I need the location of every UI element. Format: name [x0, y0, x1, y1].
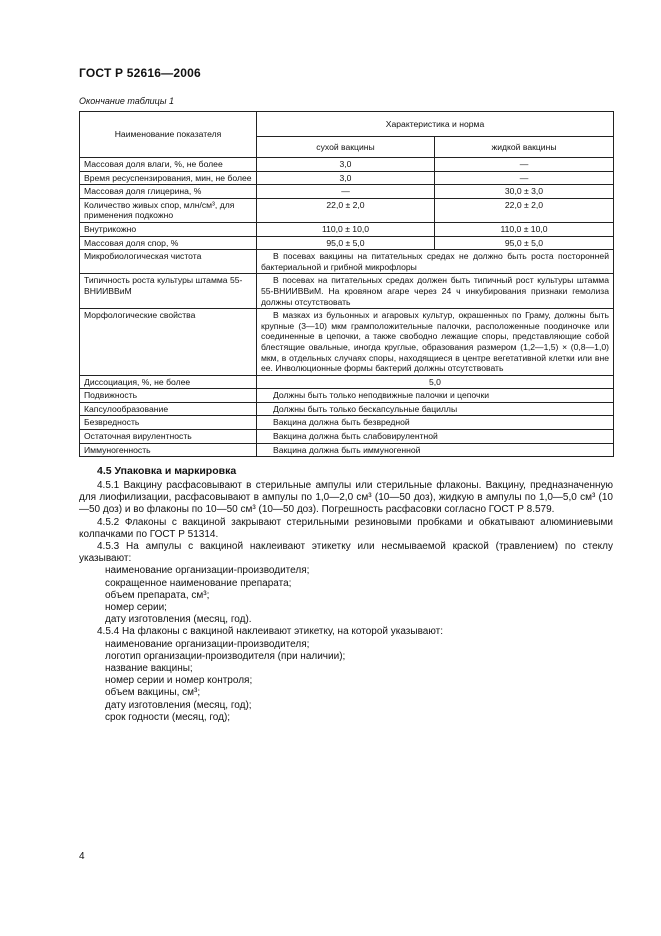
list-item: сокращенное наименование препарата; [105, 577, 292, 589]
row-dry-value: 3,0 [257, 171, 435, 185]
row-merged-value: Должны быть только неподвижные палочки и цепочки [257, 389, 614, 403]
table-row [80, 250, 614, 274]
row-name: Типичность роста культуры штамма 55-ВНИИВВиМ [80, 274, 257, 309]
list-4-5-4 [79, 639, 613, 724]
row-name: Морфологические свойства [80, 309, 257, 376]
table-row [80, 158, 614, 172]
table-row [80, 389, 614, 403]
row-merged-value: Вакцина должна быть слабовирулентной [257, 430, 614, 444]
table-row [80, 416, 614, 430]
row-liquid-value: 110,0 ± 10,0 [435, 222, 614, 236]
row-dry-value: 22,0 ± 2,0 [257, 198, 435, 222]
table-row [80, 443, 614, 457]
paragraph-4-5-1: 4.5.1 Вакцину расфасовывают в стерильные ампулы или стерильные флаконы. Вакцину, предназначенную для лиофилизации, расфасовывают в ампулы по 1,0—2,0 см³ (10—50 доз), жидкую в ампулы по 1,0—5,0 см³ (10—50 доз) и во флаконы по 10—50 см³ (10—50 доз). Погрешность расфасовки согласно ГОСТ Р 8.579. [79, 480, 613, 516]
column-header-liquid: жидкой вакцины [435, 137, 614, 158]
row-name: Массовая доля глицерина, % [80, 185, 257, 199]
row-merged-value: В посевах на питательных средах должен быть типичный рост культуры штамма 55-ВНИИВВиМ. На кровяном агаре через 24 ч инкубирования признаки гемолиза должны отсутствовать [257, 274, 614, 309]
table-row [80, 222, 614, 236]
row-merged-value: Должны быть только бескапсульные бациллы [257, 402, 614, 416]
standard-header: ГОСТ Р 52616—2006 [79, 66, 201, 80]
row-name: Безвредность [80, 416, 257, 430]
row-liquid-value: 30,0 ± 3,0 [435, 185, 614, 199]
table-row [80, 185, 614, 199]
column-header-name: Наименование показателя [80, 112, 257, 158]
row-name: Количество живых спор, млн/см³, для применения подкожно [80, 198, 257, 222]
table-row [80, 274, 614, 309]
row-dry-value: 3,0 [257, 158, 435, 172]
table-row [80, 309, 614, 376]
table-header-row [80, 112, 614, 137]
row-merged-value: Вакцина должна быть иммуногенной [257, 443, 614, 457]
row-name: Микробиологическая чистота [80, 250, 257, 274]
list-item: объем препарата, см³; [105, 589, 210, 601]
list-item: объем вакцины, см³; [105, 687, 201, 699]
table-row [80, 402, 614, 416]
row-name: Подвижность [80, 389, 257, 403]
table-row [80, 236, 614, 250]
table-row [80, 198, 614, 222]
paragraph-4-5-2: 4.5.2 Флаконы с вакциной закрывают стерильными резиновыми пробками и обкатывают алюминиевыми колпачками по ГОСТ Р 51314. [79, 516, 613, 540]
row-name: Капсулообразование [80, 402, 257, 416]
paragraph-4-5-3: 4.5.3 На ампулы с вакциной наклеивают этикетку или несмываемой краской (травлением) по стеклу указывают: [79, 541, 613, 565]
list-item: номер серии; [105, 602, 167, 614]
row-name: Массовая доля спор, % [80, 236, 257, 250]
column-header-group: Характеристика и норма [257, 112, 614, 137]
row-liquid-value: — [435, 171, 614, 185]
list-item: дату изготовления (месяц, год). [105, 614, 252, 626]
row-name: Остаточная вирулентность [80, 430, 257, 444]
list-item: логотип организации-производителя (при наличии); [105, 650, 346, 662]
list-item: дату изготовления (месяц, год); [105, 699, 252, 711]
list-4-5-3 [79, 565, 613, 626]
row-name: Время ресуспензирования, мин, не более [80, 171, 257, 185]
list-item: номер серии и номер контроля; [105, 675, 253, 687]
row-dry-value: 110,0 ± 10,0 [257, 222, 435, 236]
row-merged-value: Вакцина должна быть безвредной [257, 416, 614, 430]
table-row [80, 375, 614, 389]
list-item: наименование организации-производителя; [105, 565, 310, 577]
row-dry-value: — [257, 185, 435, 199]
row-merged-value: В посевах вакцины на питательных средах не должно быть роста посторонней бактериальной и грибной микрофлоры [257, 250, 614, 274]
row-merged-value: В мазках из бульонных и агаровых культур, окрашенных по Граму, должны быть крупные (3—10) мкм грамположительные палочки, расположенные поодиночке или соединенные в цепочки, а также свободно лежащие споры, представляющие собой блестящие овальные, иногда круглые, образования размером (1,2—1,5) × (0,8—1,0) мкм, в отдельных случаях споры, находящиеся в центре вегетативной клетки или вне ее. Инволюционные формы бактерий должны отсутствовать [257, 309, 614, 376]
table-caption: Окончание таблицы 1 [79, 96, 174, 106]
section-body [79, 480, 613, 724]
row-name: Диссоциация, %, не более [80, 375, 257, 389]
section-title: 4.5 Упаковка и маркировка [97, 465, 237, 477]
row-name: Внутрикожно [80, 222, 257, 236]
list-item: срок годности (месяц, год); [105, 711, 231, 723]
paragraph-4-5-4: 4.5.4 На флаконы с вакциной наклеивают этикетку, на которой указывают: [97, 626, 443, 638]
row-liquid-value: 95,0 ± 5,0 [435, 236, 614, 250]
row-name: Массовая доля влаги, %, не более [80, 158, 257, 172]
table-row [80, 171, 614, 185]
list-item: название вакцины; [105, 663, 193, 675]
row-liquid-value: — [435, 158, 614, 172]
row-liquid-value: 22,0 ± 2,0 [435, 198, 614, 222]
table-row [80, 430, 614, 444]
list-item: наименование организации-производителя; [105, 638, 310, 650]
spec-table [79, 111, 614, 457]
column-header-dry: сухой вакцины [257, 137, 435, 158]
page-number: 4 [79, 851, 85, 862]
row-merged-value: 5,0 [257, 375, 614, 389]
row-name: Иммуногенность [80, 443, 257, 457]
row-dry-value: 95,0 ± 5,0 [257, 236, 435, 250]
